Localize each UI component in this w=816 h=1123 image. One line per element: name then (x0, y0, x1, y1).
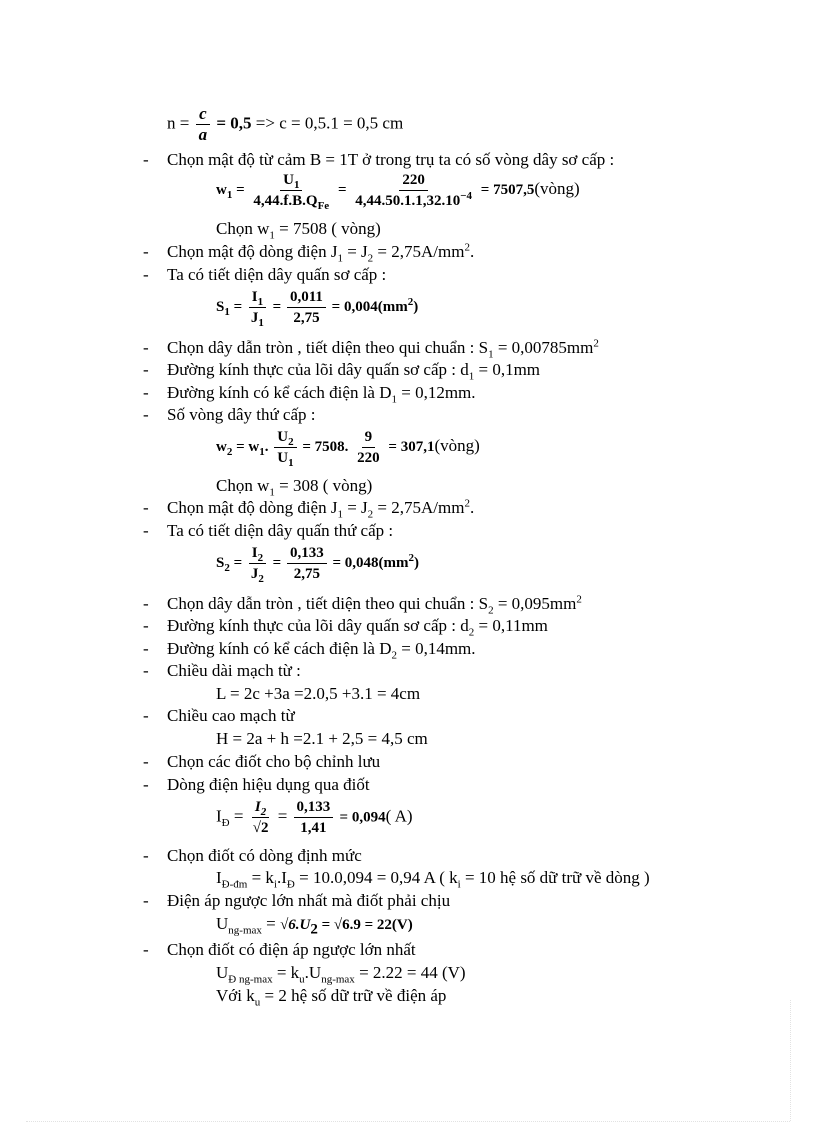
text-line: Đường kính thực của lõi dây quấn sơ cấp : $d_1 = 0,1mm$ (167, 360, 541, 383)
text-line: Chiều cao mạch từ (167, 706, 295, 725)
equation-n: n = $\frac{c}{a}$ = 0,5 => c = 0,5.1 = 0,5 cm (167, 104, 404, 144)
text-line: Chiều dài mạch từ : (167, 661, 301, 680)
bullet: - (143, 338, 149, 357)
text-line: Chọn điốt có dòng định mức (167, 846, 362, 865)
text-line: Đường kính có kể cách điện là $D_2 = 0,14mm$. (167, 639, 476, 662)
bullet: - (143, 265, 149, 284)
bullet: - (143, 752, 149, 771)
bullet: - (143, 383, 149, 402)
bullet: - (143, 661, 149, 680)
text-line: Chọn $w_1 = 7508$ ( vòng) (216, 219, 381, 242)
equation-s2: $S_2$ = $\frac{I_2}{J_2}$ = $\frac{0,133}{2,75}$ = $0,048(mm^2)$ (216, 545, 420, 585)
bullet: - (143, 594, 149, 613)
page-border-bottom (26, 1121, 790, 1122)
bullet: - (143, 242, 149, 261)
equation-s1: $S_1$ = $\frac{I_1}{J_1}$ = $\frac{0,011}{2,75}$ = $0,004(mm^2)$ (216, 289, 419, 329)
bullet: - (143, 616, 149, 635)
text-line: Chọn mật độ từ cảm B = 1T ở trong trụ ta có số vòng dây sơ cấp : (167, 150, 615, 169)
bullet: - (143, 940, 149, 959)
text-line: L = 2c +3a =2.0,5 +3.1 = 4cm (216, 684, 421, 703)
bullet: - (143, 846, 149, 865)
text-line: Dòng điện hiệu dụng qua điốt (167, 775, 370, 794)
bullet: - (143, 405, 149, 424)
bullet: - (143, 360, 149, 379)
text-line: Chọn dây dẫn tròn , tiết diện theo qui chuẩn : $S_2 = 0,095mm^2$ (167, 593, 582, 617)
bullet: - (143, 639, 149, 658)
bullet: - (143, 891, 149, 910)
equation-w2: $w_2 = w_1$. $\frac{U_2}{U_1}$ = 7508. $\frac{9}{220}$ = 307,1(vòng) (216, 429, 480, 469)
text-line: Chọn dây dẫn tròn , tiết diện theo qui chuẩn : $S_1 = 0,00785mm^2$ (167, 337, 599, 361)
text-line: $U_{Đ ng-max} = k_u.U_{ng-max} = 2.22 = 44$ (V) (216, 963, 466, 986)
text-line: Đường kính có kể cách điện là $D_1 = 0,12mm$. (167, 383, 476, 406)
text-line: Chọn các điốt cho bộ chỉnh lưu (167, 752, 381, 771)
bullet: - (143, 498, 149, 517)
bullet: - (143, 150, 149, 169)
equation-id: $I_Đ$ = $\frac{I_2}{√2}$ = $\frac{0,133}{1,41}$ = 0,094( A) (216, 799, 413, 836)
text-line: Chọn mật độ dòng điện $J_1 = J_2 = 2,75A/mm^2$. (167, 241, 475, 265)
bullet: - (143, 521, 149, 540)
text-line: Ta có tiết diện dây quấn thứ cấp : (167, 521, 394, 540)
text-line: Điện áp ngược lớn nhất mà điốt phải chịu (167, 891, 451, 910)
bullet: - (143, 706, 149, 725)
text-line: Với $k_u = 2$ hệ số dữ trữ về điện áp (216, 986, 447, 1009)
text-line: H = 2a + h =2.1 + 2,5 = 4,5 cm (216, 729, 428, 748)
text-line: $I_{Đ-đm} = k_i.I_Đ = 10.0,094 = 0,94$ A ( $k_i = 10$ hệ số dữ trữ về dòng ) (216, 868, 650, 891)
text-line: Ta có tiết diện dây quấn sơ cấp : (167, 265, 387, 284)
text-line: Chọn mật độ dòng điện $J_1 = J_2 = 2,75A/mm^2$. (167, 497, 475, 521)
page-border-right (790, 1000, 791, 1121)
equation-ung: $U_{ng-max} = √6.U_2 = √6.9 = 22(V)$ (216, 914, 413, 938)
equation-w1: $w_1$ = $\frac{U_1}{4,44.f.B.Q_{Fe}}$ = $\frac{220}{4,44.50.1.1,32.10^{-4}}$ = 7507,5(vòng) (216, 172, 580, 212)
text-line: Số vòng dây thứ cấp : (167, 405, 316, 424)
text-line: Đường kính thực của lõi dây quấn sơ cấp : $d_2 = 0,11mm$ (167, 616, 548, 639)
bullet: - (143, 775, 149, 794)
text-line: Chọn $w_1 = 308$ ( vòng) (216, 476, 373, 499)
text-line: Chọn điốt có điện áp ngược lớn nhất (167, 940, 416, 959)
fraction-c-a: $\frac{c}{a}$ (196, 104, 211, 145)
